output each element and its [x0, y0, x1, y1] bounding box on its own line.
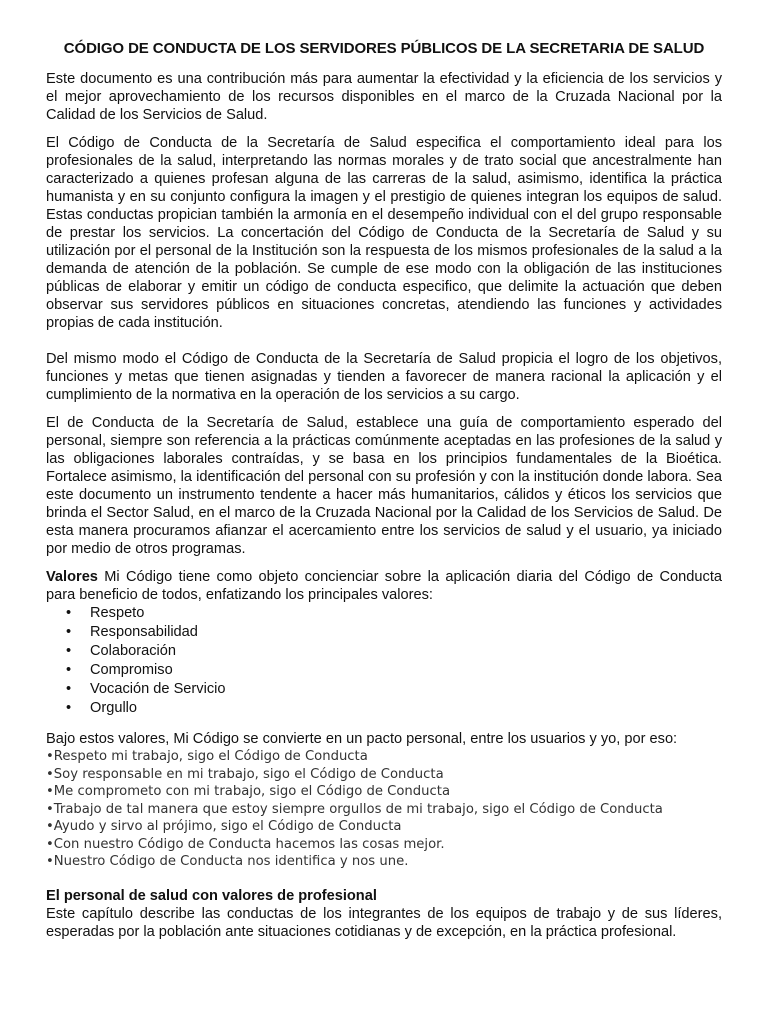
document-title: CÓDIGO DE CONDUCTA DE LOS SERVIDORES PÚBLICOS DE LA SECRETARIA DE SALUD: [63, 40, 705, 57]
pacto-item: •Respeto mi trabajo, sigo el Código de Conducta: [46, 749, 368, 764]
section-heading: El personal de salud con valores de profesional: [46, 887, 377, 904]
list-item: • Compromiso: [46, 661, 722, 680]
paragraph-objetivos: Del mismo modo el Código de Conducta de la Secretaría de Salud propicia el logro de los objetivos, funciones y metas que tienen asignadas y tienden a favorecer de manera racional la aplicación y el cumplimiento de la normativa en la operación de los servicios a su cargo.: [46, 351, 722, 403]
pacto-item: •Trabajo de tal manera que estoy siempre orgullos de mi trabajo, sigo el Código de Conducta: [46, 801, 663, 817]
list-item: • Colaboración: [46, 642, 722, 661]
section-text: Este capítulo describe las conductas de los integrantes de los equipos de trabajo y de sus líderes, esperadas por la población ante situaciones cotidianas y de excepción, en la práctica profesional.: [46, 905, 722, 940]
list-item: • Responsabilidad: [46, 623, 722, 642]
valores-text: Mi Código tiene como objeto concienciar sobre la aplicación diaria del Código de Conducta para beneficio de todos, enfatizando los principales valores:: [46, 569, 722, 603]
list-item: • Orgullo: [46, 699, 722, 718]
pacto-item: •Soy responsable en mi trabajo, sigo el Código de Conducta: [46, 766, 444, 782]
list-item: • Respeto: [46, 604, 722, 623]
document-page: [46, 40, 722, 941]
paragraph-guia: El de Conducta de la Secretaría de Salud, establece una guía de comportamiento esperado del personal, siempre son referencia a la prácticas comúnmente aceptadas en las profesiones de la salud y las obligaciones laborales contraídas, y se basa en los principios fundamentales de la Bioética. Fortalece asimismo, la identificación del personal con su profesión y con la institución donde labora. Sea este documento un instrumento tendente a hacer más humanitarios, cálidos y éticos los servicios que brinda el Sector Salud, en el marco de la Cruzada Nacional por la Calidad de los Servicios de Salud. De esta manera procuramos afianzar el acercamiento entre los servicios de salud y el usuario, ya iniciado por medio de otros programas.: [46, 415, 722, 557]
list-item: • Vocación de Servicio: [46, 680, 722, 699]
pacto-item: •Me comprometo con mi trabajo, sigo el Código de Conducta: [46, 784, 451, 799]
paragraph-codigo: El Código de Conducta de la Secretaría de Salud especifica el comportamiento ideal para los profesionales de la salud, interpretando las normas morales y de trato social que ancestralmente han caracterizado a quienes profesan alguna de las carreras de la salud, asimismo, identifica la práctica humanista y en su conjunto configura la imagen y el prestigio de quienes integran los equipos de salud. Estas conductas propician también la armonía en el desempeño individual con el del grupo responsable de prestar los servicios. La concertación del Código de Conducta de la Secretaría de Salud y su utilización por el personal de la Institución son la respuesta de los mismos profesionales de la salud a la demanda de atención de la población. Se cumple de ese modo con la obligación de las instituciones públicas de elaborar y emitir un código de conducta especifico, que delimite la actuación que deben observar sus servidores públicos en situaciones concretas, atendiendo las funciones y actividades propias de cada institución.: [46, 135, 722, 331]
valores-list: [46, 604, 722, 718]
pacto-item: •Ayudo y sirvo al prójimo, sigo el Código de Conducta: [46, 819, 402, 834]
pacto-intro: Bajo estos valores, Mi Código se convierte en un pacto personal, entre los usuarios y yo, por eso:: [46, 731, 678, 747]
valores-lead: Valores: [46, 569, 98, 585]
pacto-item: •Nuestro Código de Conducta nos identifica y nos une.: [46, 854, 409, 869]
pacto-item: •Con nuestro Código de Conducta hacemos las cosas mejor.: [46, 836, 445, 852]
paragraph-intro: Este documento es una contribución más para aumentar la efectividad y la eficiencia de los servicios y el mejor aprovechamiento de los recursos disponibles en el marco de la Cruzada Nacional por la Calidad de los Servicios de Salud.: [46, 71, 722, 123]
pacto-list: [46, 748, 722, 871]
paragraph-valores: [46, 568, 722, 604]
